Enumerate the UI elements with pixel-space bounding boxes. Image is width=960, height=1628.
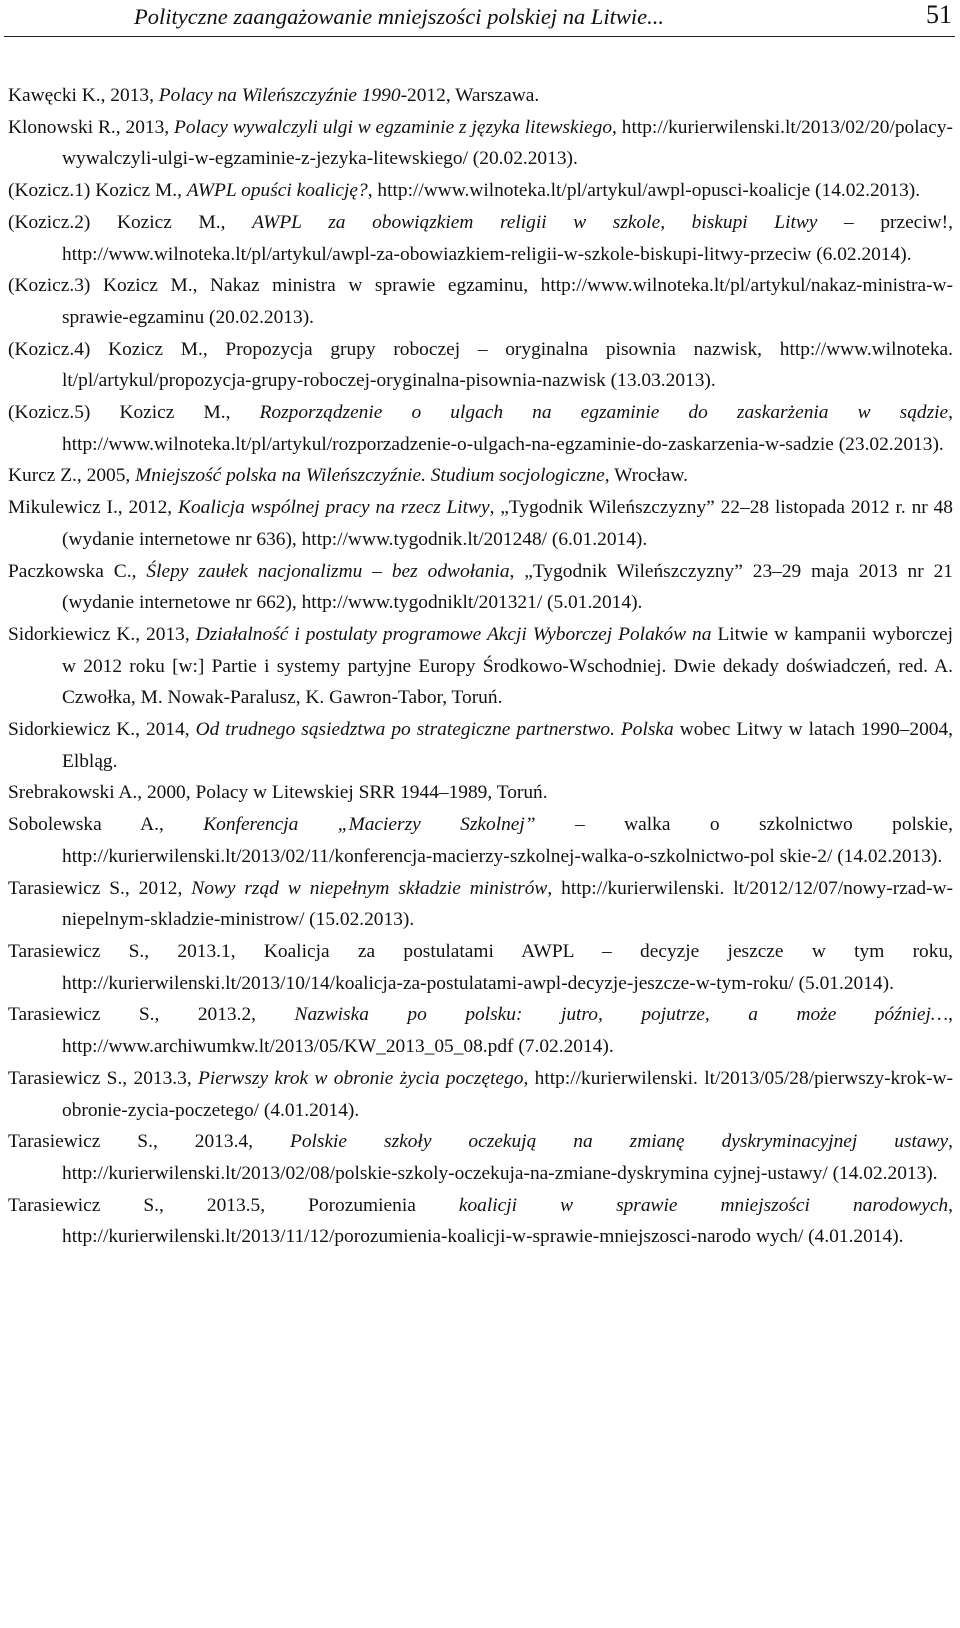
entry-post: Litwie w kampanii wyborczej w 2012 roku [w:] Partie i systemy partyjne Europy Środkowo-Wschodniej. Dwie dekady doświadczeń, red. A. Czwołka, M. Nowak-Paralusz, K. Gawron-Tabor, Toruń. bbox=[62, 623, 954, 709]
entry-pre: , 2013, bbox=[100, 85, 159, 106]
entry-title: Polacy wywalczyli ulgi w egzaminie z języka litewskiego bbox=[174, 116, 613, 138]
entry-pre: , bbox=[177, 180, 187, 202]
entry-author: Tarasiewicz S. bbox=[8, 1067, 123, 1089]
entry-pre: , 2013, bbox=[115, 116, 175, 138]
entry-title: Nazwiska po polsku: jutro, pojutrze, a może później… bbox=[294, 1004, 949, 1026]
entry-author: (Kozicz.3) Kozicz M. bbox=[8, 275, 193, 297]
entry-title: Polskie szkoły oczekują na zmianę dyskryminacyjnej ustawy bbox=[289, 1131, 949, 1153]
bibliography bbox=[8, 80, 953, 1253]
entry-title: Rozporządzenie o ulgach na egzaminie do zaskarżenia w sądzie bbox=[259, 402, 949, 424]
page-header bbox=[0, 0, 960, 38]
entry-author: Tarasiewicz S. bbox=[8, 1194, 159, 1216]
entry-author: Klonowski R. bbox=[8, 116, 116, 138]
entry-post: , Wrocław. bbox=[604, 465, 688, 487]
entry-author: Sobolewska A. bbox=[8, 814, 159, 836]
bibliography-entry bbox=[8, 175, 953, 207]
bibliography-entry bbox=[8, 80, 953, 112]
entry-pre: , bbox=[158, 814, 204, 836]
entry-pre: , 2013.3, bbox=[122, 1067, 199, 1089]
entry-title: Od trudnego sąsiedztwa po strategiczne partnerstwo. Polska bbox=[195, 719, 674, 741]
entry-post: , http://kurierwilenski.lt/2013/02/08/polskie-szkoly-oczekuja-na-zmiane-dyskrymina cyjnej-ustawy/ (14.02.2013). bbox=[62, 1131, 953, 1184]
bibliography-entry bbox=[8, 334, 953, 397]
entry-title: Działalność i postulaty programowe Akcji Wyborczej Polaków na bbox=[195, 623, 712, 645]
entry-title: Nowy rząd w niepełnym składzie ministrów bbox=[191, 877, 548, 899]
entry-author: (Kozicz.4) Kozicz M. bbox=[8, 338, 203, 360]
running-title: Polityczne zaangażowanie mniejszości polskiej na Litwie... bbox=[134, 4, 664, 29]
bibliography-entry bbox=[8, 873, 953, 936]
bibliography-entry bbox=[8, 809, 953, 872]
entry-pre: , 2013.2, bbox=[154, 1004, 295, 1026]
entry-pre: , 2000, Polacy w Litewskiej SRR 1944–1989, Toruń. bbox=[137, 782, 548, 804]
page-number: 51 bbox=[926, 0, 952, 29]
entry-post: , http://www.wilnoteka.lt/pl/artykul/awpl-opusci-koalicje (14.02.2013). bbox=[367, 180, 921, 202]
entry-post: , http://kurierwilenski.lt/2013/11/12/porozumienia-koalicji-w-sprawie-mniejszosci-narodo wych/ (4.01.2014). bbox=[62, 1194, 953, 1248]
entry-post: , http://www.wilnoteka.lt/pl/artykul/rozporzadzenie-o-ulgach-na-egzaminie-do-zaskarzenia-w-sadzie (23.02.2013). bbox=[62, 402, 953, 455]
entry-post: , „Tygodnik Wileńszczyzny” 23–29 maja 2013 nr 21 (wydanie internetowe nr 662), http://www.tygodniklt/201321/ (5.01.2014). bbox=[62, 560, 953, 614]
bibliography-entry bbox=[8, 999, 953, 1062]
entry-pre: , bbox=[225, 402, 260, 424]
entry-author: Tarasiewicz S. bbox=[8, 877, 125, 899]
entry-pre: , 2014, bbox=[135, 719, 196, 741]
entry-author: Sidorkiewicz K. bbox=[8, 623, 136, 645]
entry-post: , http://kurierwilenski. lt/2013/05/28/pierwszy-krok-w-obronie-zycia-poczetego/ (4.01.2014). bbox=[62, 1067, 954, 1121]
entry-post: , http://www.archiwumkw.lt/2013/05/KW_2013_05_08.pdf (7.02.2014). bbox=[62, 1004, 953, 1058]
entry-pre: , Nakaz ministra w sprawie egzaminu, http://www.wilnoteka.lt/pl/artykul/nakaz-ministra-w-sprawie-egzaminu (20.02.2013). bbox=[62, 275, 953, 328]
bibliography-entry bbox=[8, 777, 953, 809]
entry-title: Polacy na Wileńszczyźnie 1990 bbox=[158, 85, 401, 106]
bibliography-entry bbox=[8, 1063, 953, 1126]
bibliography-entry bbox=[8, 556, 953, 619]
entry-post: – walka o szkolnictwo polskie, http://kurierwilenski.lt/2013/02/11/konferencja-macierzy-szkolnej-walka-o-szkolnictwo-pol skie-2/ (14.02.2013). bbox=[62, 814, 954, 867]
entry-title: Koalicja wspólnej pracy na rzecz Litwy bbox=[178, 497, 490, 519]
entry-title: Konferencja „Macierzy Szkolnej” bbox=[203, 814, 536, 836]
entry-author: Tarasiewicz S. bbox=[8, 940, 145, 962]
entry-pre: , 2005, bbox=[76, 465, 136, 487]
entry-post: , „Tygodnik Wileńszczyzny” 22–28 listopada 2012 r. nr 48 (wydanie internetowe nr 636), http://www.tygodnik.lt/201248/ (6.01.2014). bbox=[62, 497, 954, 550]
entry-title: Ślepy zaułek nacjonalizmu – bez odwołania bbox=[146, 560, 510, 582]
bibliography-entry bbox=[8, 270, 953, 333]
entry-author: Tarasiewicz S. bbox=[8, 1004, 155, 1026]
entry-author: (Kozicz.2) Kozicz M. bbox=[8, 211, 221, 233]
entry-author: (Kozicz.1) Kozicz M. bbox=[8, 180, 178, 202]
entry-post: , http://kurierwilenski.lt/2013/02/20/polacy-wywalczyli-ulgi-w-egzaminie-z-jezyka-litewskiego/ (20.02.2013). bbox=[62, 116, 953, 170]
entry-pre: , 2012, bbox=[124, 877, 192, 899]
entry-post: -2012, Warszawa. bbox=[400, 85, 540, 106]
bibliography-entry bbox=[8, 936, 953, 999]
bibliography-entry bbox=[8, 397, 953, 460]
entry-author: Kawęcki K. bbox=[8, 85, 101, 106]
entry-pre: , 2013, bbox=[135, 623, 196, 645]
entry-title: koalicji w sprawie mniejszości narodowych bbox=[458, 1194, 949, 1216]
entry-pre: , 2012, bbox=[117, 497, 179, 519]
entry-post: , http://kurierwilenski. lt/2012/12/07/nowy-rzad-w-niepelnym-skladzie-ministrow/ (15.02.2013). bbox=[62, 877, 953, 931]
bibliography-entry bbox=[8, 714, 953, 777]
entry-pre: , 2013.1, Koalicja za postulatami AWPL – decyzje jeszcze w tym roku, http://kurierwilenski.lt/2013/10/14/koalicja-za-postulatami-awpl-decyzje-jeszcze-w-tym-roku/ (5.01.2014). bbox=[62, 940, 953, 994]
entry-author: Mikulewicz I. bbox=[8, 497, 118, 519]
entry-author: Srebrakowski A. bbox=[8, 782, 138, 804]
entry-author: (Kozicz.5) Kozicz M. bbox=[8, 402, 226, 424]
bibliography-entry bbox=[8, 112, 953, 175]
entry-author: Sidorkiewicz K. bbox=[8, 719, 136, 741]
entry-author: Paczkowska C. bbox=[8, 560, 132, 582]
entry-title: AWPL opuści koalicję? bbox=[186, 180, 368, 202]
bibliography-entry bbox=[8, 460, 953, 492]
entry-title: Pierwszy krok w obronie życia poczętego bbox=[198, 1067, 524, 1089]
entry-pre: , 2013.5, Porozumienia bbox=[159, 1194, 459, 1216]
entry-author: Kurcz Z. bbox=[8, 465, 77, 487]
bibliography-entry bbox=[8, 1126, 953, 1189]
entry-pre: , bbox=[220, 211, 253, 233]
entry-author: Tarasiewicz S. bbox=[8, 1131, 153, 1153]
bibliography-entry bbox=[8, 207, 953, 270]
bibliography-entry bbox=[8, 492, 953, 555]
entry-title: AWPL za obowiązkiem religii w szkole, biskupi Litwy bbox=[252, 211, 818, 233]
bibliography-entry bbox=[8, 1190, 953, 1253]
entry-title: Mniejszość polska na Wileńszczyźnie. Studium socjologiczne bbox=[135, 465, 605, 487]
entry-pre: , bbox=[131, 560, 147, 582]
entry-pre: , 2013.4, bbox=[152, 1131, 290, 1153]
entry-post: – przeciw!, http://www.wilnoteka.lt/pl/artykul/awpl-za-obowiazkiem-religii-w-szkole-biskupi-litwy-przeciw (6.02.2014). bbox=[62, 211, 953, 265]
entry-pre: , Propozycja grupy roboczej – oryginalna pisownia nazwisk, http://www.wilnoteka. lt/pl/artykul/propozycja-grupy-roboczej-oryginalna-pisownia-nazwisk (13.03.2013). bbox=[62, 338, 953, 392]
entry-post: wobec Litwy w latach 1990–2004, Elbląg. bbox=[62, 719, 954, 772]
header-rule bbox=[4, 36, 955, 37]
bibliography-entry bbox=[8, 619, 953, 714]
